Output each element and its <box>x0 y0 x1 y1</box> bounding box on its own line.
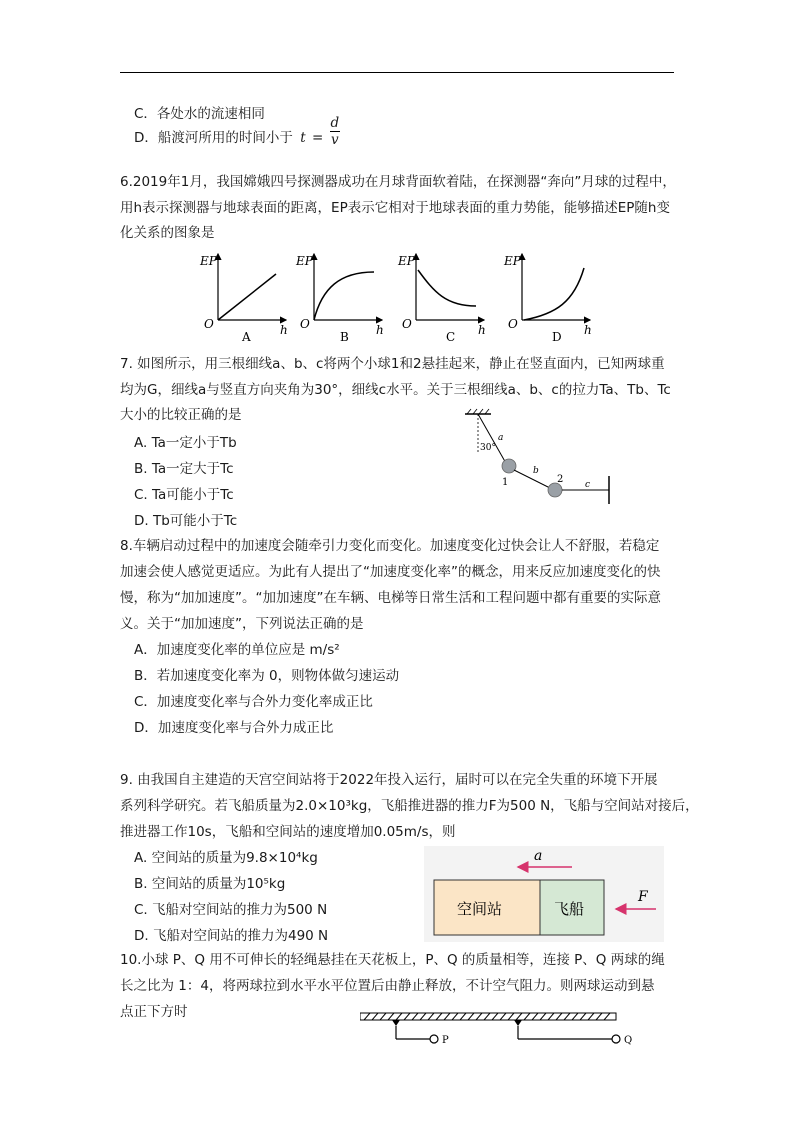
q8-option-d: D．加速度变化率与合外力成正比 <box>134 720 334 736</box>
header-rule <box>120 72 674 73</box>
q7-option-c: C. Ta可能小于Tc <box>134 487 234 503</box>
graph-d <box>503 254 592 344</box>
q10-line-2: 长之比为 1：4，将两球拉到水平水平位置后由静止释放，不计空气阻力。则两球运动到悬 <box>120 978 655 994</box>
q7-line-1: 7. 如图所示，用三根细线a、b、c将两个小球1和2悬挂起来，静止在竖直面内，已知两球重 <box>120 356 665 372</box>
graph-d-origin: O <box>508 317 518 331</box>
q10-q-label: Q <box>624 1035 633 1046</box>
graph-d-ylabel: EP <box>504 254 521 268</box>
q9-line-1: 9. 由我国自主建造的天宫空间站将于2022年投入运行，届时可以在完全失重的环境下开展 <box>120 772 658 788</box>
graph-a <box>199 254 288 344</box>
graph-b-origin: O <box>300 317 310 331</box>
q7-string-b-label: b <box>533 466 539 476</box>
q5-frac-num: d <box>330 114 340 131</box>
q9-option-b: B. 空间站的质量为10⁵kg <box>134 876 286 892</box>
graph-b-caption: B <box>340 330 349 344</box>
q7-option-d: D. Tb可能小于Tc <box>134 513 238 529</box>
q8-line-1: 8.车辆启动过程中的加速度会随牵引力变化而变化。加速度变化过快会让人不舒服，若稳定 <box>120 538 660 554</box>
graph-c-xlabel: h <box>478 323 486 337</box>
q9-f-label: F <box>638 889 648 905</box>
q6-graphs <box>190 248 610 344</box>
graph-b-xlabel: h <box>376 323 384 337</box>
q9-figure <box>424 846 664 942</box>
graph-b <box>295 254 384 344</box>
q5-var-t: t <box>300 130 306 146</box>
graph-c-caption: C <box>446 330 456 344</box>
q7-option-b: B. Ta一定大于Tc <box>134 461 234 477</box>
q7-string-c-label: c <box>585 480 591 490</box>
q9-a-label: a <box>534 848 543 864</box>
q9-line-2: 系列科学研究。若飞船质量为2.0×10³kg，飞船推进器的推力F为500 N，飞船与空间站对接后， <box>120 798 699 814</box>
graph-a-ylabel: EP <box>200 254 217 268</box>
graph-c <box>397 254 486 344</box>
q10-line-3: 点正下方时 <box>120 1004 188 1020</box>
q5-fraction <box>330 115 341 148</box>
graph-d-xlabel: h <box>584 323 592 337</box>
graph-a-curve <box>218 274 276 320</box>
ball-1 <box>502 459 516 473</box>
ball-p <box>430 1035 438 1043</box>
q10-p-label: P <box>442 1035 449 1046</box>
q7-line-2: 均为G，细线a与竖直方向夹角为30°，细线c水平。关于三根细线a、b、c的拉力Ta、Tb、Tc <box>120 382 671 398</box>
q10-line-1: 10.小球 P、Q 用不可伸长的轻绳悬挂在天花板上，P、Q 的质量相等，连接 P、Q 两球的绳 <box>120 952 665 968</box>
graph-a-xlabel: h <box>280 323 288 337</box>
q6-line-1: 6.2019年1月，我国嫦娥四号探测器成功在月球背面软着陆，在探测器“奔向”月球的过程中， <box>120 174 676 190</box>
q8-option-a: A．加速度变化率的单位应是 m/s² <box>134 642 340 658</box>
q7-figure <box>455 406 625 516</box>
spaceship-label: 飞船 <box>554 900 585 918</box>
graph-c-curve <box>418 270 476 306</box>
graph-a-origin: O <box>204 317 214 331</box>
q5-option-d-text: D．船渡河所用的时间小于 <box>134 130 293 146</box>
q8-line-2: 加速会使人感觉更适应。为此有人提出了“加速度变化率”的概念，用来反应加速度变化的快 <box>120 564 661 580</box>
graph-c-ylabel: EP <box>398 254 415 268</box>
q6-line-3: 化关系的图象是 <box>120 225 215 241</box>
q9-line-3: 推进器工作10s，飞船和空间站的速度增加0.05m/s，则 <box>120 824 456 840</box>
q7-option-a: A. Ta一定小于Tb <box>134 435 237 451</box>
graph-c-origin: O <box>402 317 412 331</box>
q10-figure <box>360 1008 640 1052</box>
graph-b-ylabel: EP <box>296 254 313 268</box>
graph-d-caption: D <box>552 330 562 344</box>
q8-option-c: C．加速度变化率与合外力变化率成正比 <box>134 694 373 710</box>
q6-line-2: 用h表示探测器与地球表面的距离，EP表示它相对于地球表面的重力势能，能够描述EP随h变 <box>120 200 670 216</box>
q7-angle-label: 30° <box>480 443 496 453</box>
q7-ball1-label: 1 <box>502 477 509 488</box>
ball-q <box>612 1035 620 1043</box>
q8-line-3: 慢，称为“加加速度”。“加加速度”在车辆、电梯等日常生活和工程问题中都有重要的实际意 <box>120 590 661 606</box>
q5-equals: = <box>311 130 324 146</box>
q9-option-a: A. 空间站的质量为9.8×10⁴kg <box>134 850 318 866</box>
q8-line-4: 义。关于“加加速度”，下列说法正确的是 <box>120 616 364 632</box>
graph-a-caption: A <box>242 330 251 344</box>
space-station-label: 空间站 <box>457 900 503 918</box>
graph-d-curve <box>524 268 584 320</box>
q5-option-c: C．各处水的流速相同 <box>134 106 265 122</box>
graph-b-curve <box>314 272 374 320</box>
q9-option-d: D. 飞船对空间站的推力为490 N <box>134 928 329 944</box>
q7-line-3: 大小的比较正确的是 <box>120 407 242 423</box>
ball-2 <box>548 483 562 497</box>
q7-ball2-label: 2 <box>557 474 564 485</box>
q7-string-a-label: a <box>498 433 504 443</box>
q9-option-c: C. 飞船对空间站的推力为500 N <box>134 902 328 918</box>
q5-frac-den: v <box>331 131 339 148</box>
q8-option-b: B．若加速度变化率为 0，则物体做匀速运动 <box>134 668 400 684</box>
